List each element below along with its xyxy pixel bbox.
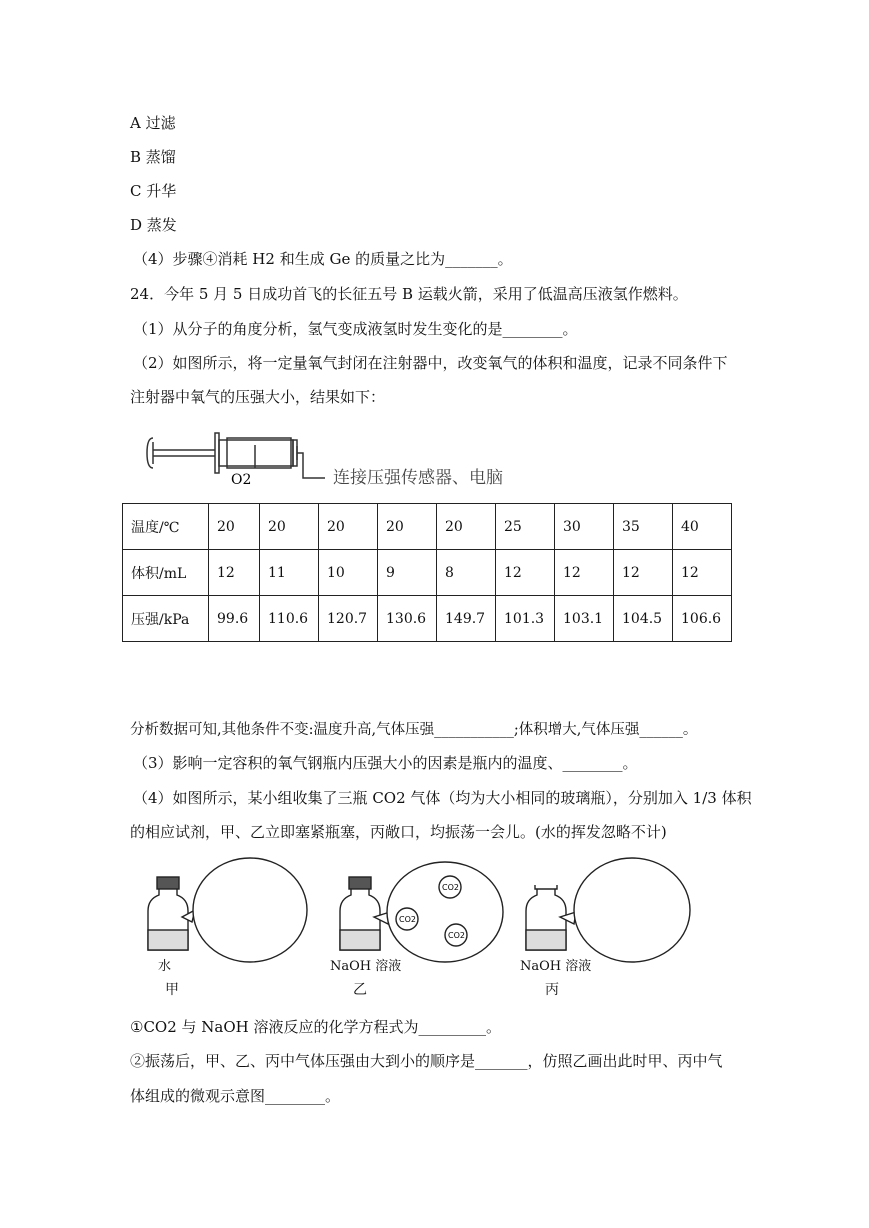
question-24-4b: 的相应试剂，甲、乙立即塞紧瓶塞，丙敞口，均振荡一会儿。(水的挥发忽略不计) (130, 823, 667, 841)
table-cell: 20 (209, 504, 260, 550)
question-24-2b: 注射器中氧气的压强大小，结果如下： (130, 388, 386, 406)
bottle-yi (340, 877, 380, 950)
sub-question-2b: 体组成的微观示意图________。 (130, 1087, 341, 1105)
question-24-2a: （2）如图所示，将一定量氧气封闭在注射器中，改变氧气的体积和温度，记录不同条件下 (133, 354, 728, 372)
table-cell: 11 (260, 550, 319, 596)
table-cell: 120.7 (319, 596, 378, 642)
table-row (123, 550, 732, 596)
table-cell: 104.5 (614, 596, 673, 642)
table-cell: 20 (437, 504, 496, 550)
table-cell: 体积/mL (123, 550, 209, 596)
table-cell: 温度/℃ (123, 504, 209, 550)
table-cell: 30 (555, 504, 614, 550)
table-cell: 110.6 (260, 596, 319, 642)
reagent-label-bing: NaOH 溶液 (520, 959, 592, 974)
table-cell: 20 (378, 504, 437, 550)
table-cell: 20 (319, 504, 378, 550)
table-cell: 压强/kPa (123, 596, 209, 642)
bottle-name-bing: 丙 (545, 982, 559, 998)
table-cell: 8 (437, 550, 496, 596)
table-cell: 40 (673, 504, 732, 550)
reagent-label-yi: NaOH 溶液 (330, 959, 402, 974)
bottle-jia (148, 877, 188, 950)
syringe-caption: 连接压强传感器、电脑 (333, 468, 503, 488)
table-cell: 106.6 (673, 596, 732, 642)
table-cell: 149.7 (437, 596, 496, 642)
table-cell: 10 (319, 550, 378, 596)
table-cell: 20 (260, 504, 319, 550)
table-cell: 12 (209, 550, 260, 596)
option-b: B 蒸馏 (130, 148, 176, 166)
question-24-1: （1）从分子的角度分析，氢气变成液氢时发生变化的是________。 (133, 320, 578, 338)
bottle-name-jia: 甲 (165, 982, 179, 998)
table-cell: 130.6 (378, 596, 437, 642)
bubble-yi (374, 862, 503, 962)
molecule-label: CO2 (399, 915, 416, 924)
table-cell: 103.1 (555, 596, 614, 642)
table-row (123, 504, 732, 550)
question-24-stem: 24．今年 5 月 5 日成功首飞的长征五号 B 运载火箭，采用了低温高压液氢作燃料。 (130, 285, 688, 303)
sub-question-2a: ②振荡后，甲、乙、丙中气体压强由大到小的顺序是_______，仿照乙画出此时甲、丙中气 (130, 1052, 723, 1070)
sub-question-1: ①CO2 与 NaOH 溶液反应的化学方程式为_________。 (130, 1018, 502, 1036)
pressure-table (122, 503, 732, 642)
table-cell: 25 (496, 504, 555, 550)
option-d: D 蒸发 (130, 216, 177, 234)
table-cell: 12 (614, 550, 673, 596)
table-cell: 101.3 (496, 596, 555, 642)
table-row (123, 596, 732, 642)
table-cell: 9 (378, 550, 437, 596)
question-part-4-prev: （4）步骤④消耗 H2 和生成 Ge 的质量之比为_______。 (133, 250, 513, 268)
syringe-gas-label: O2 (231, 472, 252, 488)
table-cell: 12 (496, 550, 555, 596)
analysis-text: 分析数据可知,其他条件不变:温度升高,气体压强___________;体积增大,气体压强______。 (130, 722, 698, 738)
table-cell: 12 (673, 550, 732, 596)
bubble-bing (560, 858, 690, 962)
bottle-name-yi: 乙 (353, 982, 367, 998)
option-a: A 过滤 (130, 114, 176, 132)
option-c: C 升华 (130, 182, 177, 200)
reagent-label-jia: 水 (158, 959, 172, 974)
question-24-4a: （4）如图所示，某小组收集了三瓶 CO2 气体（均为大小相同的玻璃瓶），分别加入 1/3 体积 (133, 789, 752, 807)
bottles-figure (140, 855, 720, 1000)
table-cell: 35 (614, 504, 673, 550)
bubble-jia (182, 858, 307, 962)
molecule-label: CO2 (442, 883, 459, 892)
table-cell: 99.6 (209, 596, 260, 642)
table-cell: 12 (555, 550, 614, 596)
question-24-3: （3）影响一定容积的氧气钢瓶内压强大小的因素是瓶内的温度、________。 (133, 754, 638, 772)
syringe-figure (145, 428, 535, 488)
molecule-label: CO2 (448, 931, 465, 940)
